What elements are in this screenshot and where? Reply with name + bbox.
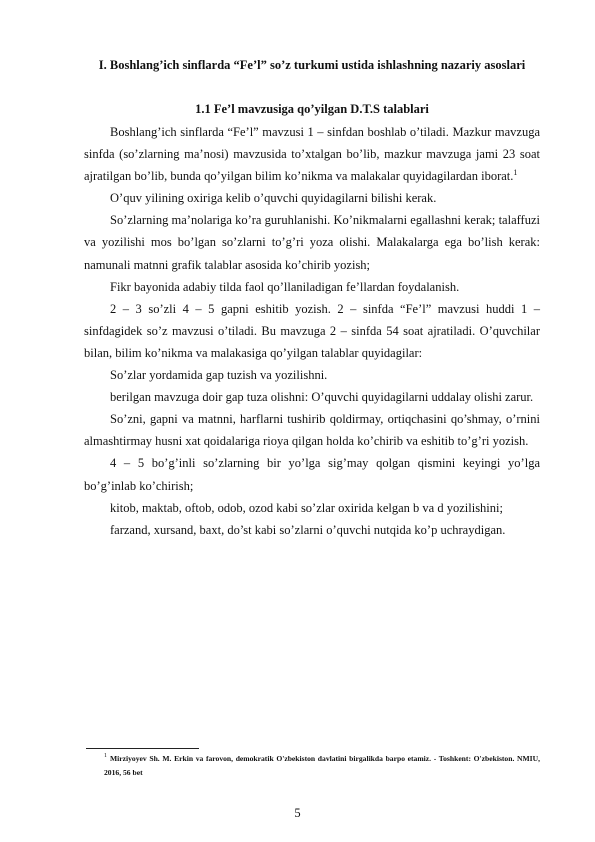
paragraph: So’zlarning ma’nolariga ko’ra guruhlanishi. Ko’nikmalarni egallashni kerak; talaffuzi va yozilishi mos bo’lgan so’zlarni to’g’ri yoza olishi. Malakalarga ega bo’lish kerak: namunali matnni grafik talablar asosida ko’chirib yozish; (84, 213, 540, 272)
chapter-title: I. Boshlang’ich sinflarda “Fe’l” so’z turkumi ustida ishlashning nazariy asoslari (98, 58, 526, 72)
paragraph: Fikr bayonida adabiy tilda faol qo’llaniladigan fe’llardan foydalanish. (110, 279, 460, 294)
paragraph: farzand, xursand, baxt, do’st kabi so’zlarni o’quvchi nutqida ko’p uchraydigan. (110, 522, 506, 537)
body-text (84, 121, 540, 541)
paragraph: So’zni, gapni va matnni, harflarni tushirib qoldirmay, ortiqchasini qo’shmay, o’rnini almashtirmay husni xat qoidalariga rioya qilgan holda ko’chirib va eshitib to’g’ri yozish. (84, 412, 540, 449)
footnote-marker: 1 (104, 753, 107, 760)
paragraph: 2 – 3 so’zli 4 – 5 gapni eshitib yozish. 2 – sinfda “Fe’l” mavzusi huddi 1 – sinfdagidek so’z mavzusi o’tiladi. Bu mavzuga 2 – sinfda 54 soat ajratiladi. O’quvchilar bilan, bilim ko’nikma va malakasiga qo’yilgan talablar quyidagilar: (84, 301, 540, 360)
paragraph: berilgan mavzuga doir gap tuza olishni: O’quvchi quyidagilarni uddalay olishi zarur. (110, 390, 534, 405)
footnote (104, 752, 540, 780)
footnote-reference: 1 (513, 168, 518, 178)
footnote-separator (86, 748, 199, 749)
section-title: 1.1 Fe’l mavzusiga qo’yilgan D.T.S talablari (195, 102, 429, 116)
paragraph: So’zlar yordamida gap tuzish va yozilishni. (110, 368, 328, 383)
paragraph: Boshlang’ich sinflarda “Fe’l” mavzusi 1 – sinfdan boshlab o’tiladi. Mazkur mavzuga sinfda (so’zlarning ma’nosi) mavzusida to’xtalgan bo’lib, mazkur mavzuga jami 23 soat ajratilgan bo’lib, bunda qo’yilgan bilim ko’nikma va malakalar quyidagilardan iborat.$^1$ (84, 125, 540, 184)
paragraph: 4 – 5 bo’g’inli so’zlarning bir yo’lga sig’may qolgan qismini keyingi yo’lga bo’g’inlab ko’chirish; (84, 456, 540, 493)
page-number: 5 (294, 806, 301, 820)
paragraph: kitob, maktab, oftob, odob, ozod kabi so’zlar oxirida kelgan b va d yozilishini; (110, 500, 503, 515)
paragraph: O’quv yilining oxiriga kelib o’quvchi quyidagilarni bilishi kerak. (110, 191, 437, 206)
footnote-text: Mirziyoyev Sh. M. Erkin va farovon, demokratik O'zbekiston davlatini birgalikda barpo etamiz. - Toshkent: O'zbekiston. NMIU, 2016, 56 bet (104, 754, 540, 777)
